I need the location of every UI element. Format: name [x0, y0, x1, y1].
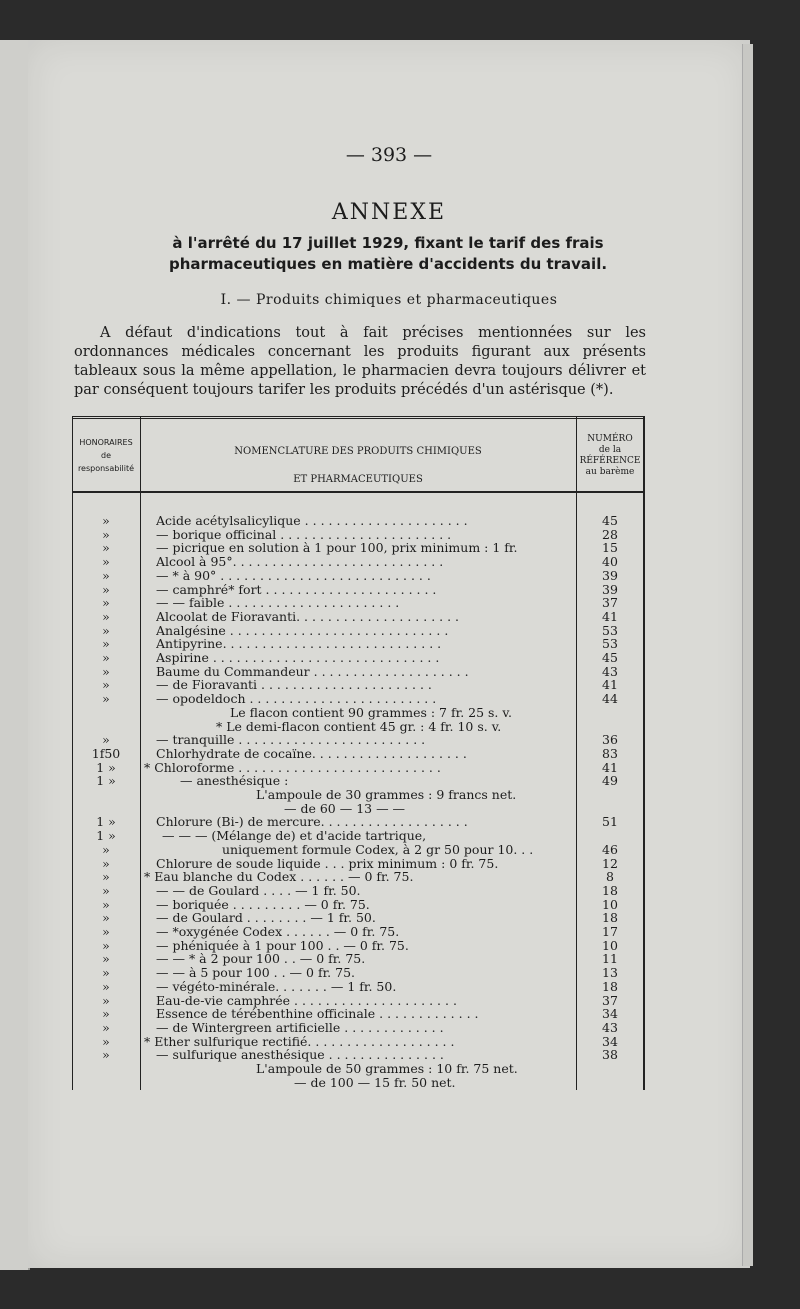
intro-paragraph: [74, 324, 646, 400]
reference-number-cell: 41: [602, 759, 618, 775]
nomenclature-cell: — — faible . . . . . . . . . . . . . . . . . . . . . .: [156, 596, 400, 611]
honoraires-cell: »: [102, 992, 110, 1008]
nomenclature-cell: — * à 90° . . . . . . . . . . . . . . . . . . . . . . . . . . .: [156, 568, 431, 583]
reference-number-cell: 41: [602, 677, 618, 693]
nomenclature-cell: L'ampoule de 50 grammes : 10 fr. 75 net.: [256, 1062, 518, 1076]
table-row: [72, 541, 644, 555]
reference-number-cell: 40: [602, 554, 618, 570]
header-text: au barème: [585, 467, 635, 477]
nomenclature-cell: Eau-de-vie camphrée . . . . . . . . . . . . . . . . . . . . .: [156, 993, 457, 1008]
honoraires-cell: »: [102, 1019, 110, 1035]
reference-number-cell: 43: [602, 1019, 618, 1035]
header-text: de: [101, 451, 111, 460]
table-top-rule: [72, 416, 644, 419]
honoraires-cell: »: [102, 841, 110, 857]
reference-number-cell: 34: [602, 1006, 618, 1022]
honoraires-cell: »: [102, 540, 110, 556]
table-row: [72, 815, 644, 829]
reference-number-cell: 8: [606, 869, 614, 885]
book-page: [28, 40, 750, 1268]
reference-number-cell: 83: [602, 745, 618, 761]
nomenclature-cell: — picrique en solution à 1 pour 100, prix minimum : 1 fr.: [156, 541, 518, 556]
honoraires-cell: »: [102, 636, 110, 652]
honoraires-cell: 1 »: [96, 828, 116, 844]
nomenclature-cell: Le flacon contient 90 grammes : 7 fr. 25 s. v.: [230, 705, 512, 720]
nomenclature-cell: Analgésine . . . . . . . . . . . . . . . . . . . . . . . . . . . .: [156, 623, 449, 638]
nomenclature-cell: — anesthésique :: [180, 774, 289, 789]
nomenclature-cell: Alcoolat de Fioravanti. . . . . . . . . . . . . . . . . . . . .: [156, 609, 460, 624]
table-row: [72, 596, 644, 610]
nomenclature-cell: — phéniquée à 1 pour 100 . . — 0 fr. 75.: [156, 938, 409, 953]
honoraires-cell: »: [102, 1006, 110, 1022]
table-row: [72, 610, 644, 624]
table-row: [72, 637, 644, 651]
table-row: [72, 555, 644, 569]
honoraires-cell: »: [102, 622, 110, 638]
nomenclature-cell: — de Goulard . . . . . . . . — 1 fr. 50.: [156, 911, 376, 926]
honoraires-cell: »: [102, 896, 110, 912]
table-row: [72, 1048, 644, 1062]
honoraires-cell: »: [102, 567, 110, 583]
facing-page-edge: [0, 40, 30, 1270]
nomenclature-cell: Baume du Commandeur . . . . . . . . . . . . . . . . . . . .: [156, 664, 469, 679]
nomenclature-cell: — *oxygénée Codex . . . . . . — 0 fr. 75.: [156, 925, 400, 939]
reference-number-cell: 41: [602, 608, 618, 624]
nomenclature-cell: — de Wintergreen artificielle . . . . . . . . . . . . .: [156, 1020, 444, 1035]
nomenclature-cell: Antipyrine. . . . . . . . . . . . . . . . . . . . . . . . . . . .: [156, 637, 442, 652]
nomenclature-cell: — boriquée . . . . . . . . . — 0 fr. 75.: [156, 897, 370, 912]
nomenclature-cell: — — * à 2 pour 100 . . — 0 fr. 75.: [156, 952, 366, 967]
nomenclature-cell: Chlorhydrate de cocaïne. . . . . . . . . . . . . . . . . . . .: [156, 746, 467, 761]
section-heading: I. — Produits chimiques et pharmaceutiques: [220, 292, 558, 308]
nomenclature-cell: * Le demi-flacon contient 45 gr. : 4 fr. 10 s. v.: [216, 719, 502, 734]
honoraires-cell: »: [102, 581, 110, 597]
table-row: [72, 1076, 644, 1090]
reference-number-cell: 45: [602, 650, 618, 665]
honoraires-cell: »: [102, 608, 110, 624]
honoraires-cell: 1 »: [96, 814, 116, 830]
nomenclature-cell: — végéto-minérale. . . . . . . — 1 fr. 50.: [156, 979, 397, 994]
reference-number-cell: 18: [602, 978, 618, 994]
reference-number-cell: 39: [602, 567, 618, 583]
table-row: [72, 843, 644, 857]
reference-number-cell: 34: [602, 1033, 618, 1049]
page-number: — 393 —: [345, 144, 433, 166]
reference-number-cell: 12: [602, 855, 618, 871]
page-subtitle: [88, 233, 688, 275]
reference-number-cell: 13: [602, 965, 618, 981]
honoraires-cell: »: [102, 882, 110, 898]
reference-number-cell: 37: [602, 595, 618, 611]
honoraires-cell: »: [102, 910, 110, 926]
table-row: [72, 1035, 644, 1049]
table-row: [72, 884, 644, 898]
honoraires-cell: 1 »: [96, 759, 116, 775]
page-edge: [742, 44, 753, 1266]
honoraires-cell: »: [102, 965, 110, 981]
header-text: NOMENCLATURE DES PRODUITS CHIMIQUES: [234, 446, 482, 457]
header-text: ET PHARMACEUTIQUES: [293, 474, 423, 485]
honoraires-cell: »: [102, 677, 110, 693]
table-row: [72, 774, 644, 788]
header-text: HONORAIRES: [79, 438, 133, 447]
table-row: [72, 898, 644, 912]
reference-number-cell: 51: [602, 814, 618, 830]
nomenclature-cell: — de 100 — 15 fr. 50 net.: [294, 1075, 456, 1090]
honoraires-cell: »: [102, 951, 110, 967]
table-row: [72, 870, 644, 884]
nomenclature-cell: Acide acétylsalicylique . . . . . . . . . . . . . . . . . . . . .: [156, 514, 468, 528]
honoraires-cell: »: [102, 663, 110, 679]
reference-number-cell: 39: [602, 581, 618, 597]
table-row: [72, 802, 644, 816]
table-row: [72, 747, 644, 761]
honoraires-cell: »: [102, 1033, 110, 1049]
header-text: RÉFÉRENCE: [579, 456, 641, 466]
table-row: [72, 733, 644, 747]
table-row: [72, 952, 644, 966]
table-row: [72, 720, 644, 734]
table-row: [72, 706, 644, 720]
table-row: [72, 692, 644, 706]
honoraires-cell: »: [102, 650, 110, 665]
reference-number-cell: 15: [602, 540, 618, 556]
nomenclature-cell: — — à 5 pour 100 . . — 0 fr. 75.: [156, 966, 356, 981]
table-row: [72, 911, 644, 925]
nomenclature-cell: * Eau blanche du Codex . . . . . . — 0 fr. 75.: [144, 870, 414, 885]
nomenclature-cell: — sulfurique anesthésique . . . . . . . . . . . . . . .: [156, 1048, 444, 1063]
reference-number-cell: 37: [602, 992, 618, 1008]
table-row: [72, 761, 644, 775]
nomenclature-cell: * Ether sulfurique rectifié. . . . . . . . . . . . . . . . . . .: [144, 1034, 455, 1049]
honoraires-cell: 1f50: [91, 745, 121, 761]
nomenclature-cell: — opodeldoch . . . . . . . . . . . . . . . . . . . . . . . .: [156, 692, 437, 707]
nomenclature-cell: — — de Goulard . . . . — 1 fr. 50.: [156, 883, 361, 898]
nomenclature-cell: uniquement formule Codex, à 2 gr 50 pour 10. . .: [222, 842, 534, 857]
honoraires-cell: »: [102, 924, 110, 939]
table-row: [72, 651, 644, 665]
reference-number-cell: 18: [602, 882, 618, 898]
honoraires-cell: »: [102, 869, 110, 885]
nomenclature-cell: L'ampoule de 30 grammes : 9 francs net.: [256, 788, 517, 802]
reference-number-cell: 17: [602, 924, 618, 939]
nomenclature-cell: — — — (Mélange de) et d'acide tartrique,: [162, 829, 427, 844]
table-row: [72, 857, 644, 871]
reference-number-cell: 53: [602, 622, 618, 638]
header-numero: [576, 434, 644, 478]
honoraires-cell: »: [102, 513, 110, 528]
nomenclature-cell: Chlorure (Bi-) de mercure. . . . . . . . . . . . . . . . . . .: [156, 815, 468, 830]
nomenclature-cell: — de 60 — 13 — —: [284, 801, 406, 816]
subtitle-line: à l'arrêté du 17 juillet 1929, fixant le tarif des frais: [172, 234, 604, 252]
nomenclature-cell: Chlorure de soude liquide . . . prix minimum : 0 fr. 75.: [156, 856, 499, 871]
header-text: NUMÉRO: [587, 434, 633, 444]
table-row: [72, 994, 644, 1008]
products-table: [72, 416, 644, 1090]
nomenclature-cell: — tranquille . . . . . . . . . . . . . . . . . . . . . . . .: [156, 733, 426, 748]
reference-number-cell: 46: [602, 841, 618, 857]
table-row: [72, 980, 644, 994]
reference-number-cell: 10: [602, 896, 618, 912]
table-row: [72, 1062, 644, 1076]
table-row: [72, 788, 644, 802]
reference-number-cell: 43: [602, 663, 618, 679]
honoraires-cell: »: [102, 855, 110, 871]
nomenclature-cell: Alcool à 95°. . . . . . . . . . . . . . . . . . . . . . . . . . .: [156, 555, 444, 570]
table-row: [72, 528, 644, 542]
reference-number-cell: 53: [602, 636, 618, 652]
page-title: ANNEXE: [331, 200, 447, 225]
table-row: [72, 583, 644, 597]
honoraires-cell: »: [102, 691, 110, 707]
header-nomenclature: [140, 438, 576, 494]
nomenclature-cell: — borique officinal . . . . . . . . . . . . . . . . . . . . . .: [156, 527, 452, 542]
header-text: responsabilité: [77, 464, 135, 473]
nomenclature-cell: — de Fioravanti . . . . . . . . . . . . . . . . . . . . . .: [156, 678, 432, 693]
nomenclature-cell: — camphré* fort . . . . . . . . . . . . . . . . . . . . . .: [156, 582, 437, 597]
honoraires-cell: 1 »: [96, 773, 116, 789]
table-row: [72, 665, 644, 679]
table-row: [72, 966, 644, 980]
honoraires-cell: »: [102, 732, 110, 748]
reference-number-cell: 49: [602, 773, 618, 789]
header-honoraires: [72, 436, 140, 475]
table-row: [72, 624, 644, 638]
reference-number-cell: 36: [602, 732, 618, 748]
reference-number-cell: 45: [602, 513, 618, 528]
reference-number-cell: 18: [602, 910, 618, 926]
reference-number-cell: 28: [602, 526, 618, 542]
nomenclature-cell: * Chloroforme . . . . . . . . . . . . . . . . . . . . . . . . . .: [144, 760, 441, 775]
nomenclature-cell: Essence de térébenthine officinale . . . . . . . . . . . . .: [156, 1007, 479, 1022]
table-row: [72, 1007, 644, 1021]
reference-number-cell: 11: [602, 951, 618, 967]
nomenclature-cell: Aspirine . . . . . . . . . . . . . . . . . . . . . . . . . . . . .: [156, 651, 440, 665]
header-text: de la: [598, 445, 622, 455]
honoraires-cell: »: [102, 526, 110, 542]
table-row: [72, 939, 644, 953]
honoraires-cell: »: [102, 595, 110, 611]
reference-number-cell: 10: [602, 937, 618, 953]
table-row: [72, 569, 644, 583]
reference-number-cell: 38: [602, 1047, 618, 1063]
table-row: [72, 1021, 644, 1035]
subtitle-line: pharmaceutiques en matière d'accidents du travail.: [168, 255, 608, 273]
honoraires-cell: »: [102, 554, 110, 570]
honoraires-cell: »: [102, 978, 110, 994]
honoraires-cell: »: [102, 1047, 110, 1063]
table-row: [72, 925, 644, 939]
table-row: [72, 514, 644, 528]
intro-text: A défaut d'indications tout à fait précises mentionnées sur les ordonnances médicales concernant les produits figurant aux présents tableaux sous la même appellation, le pharmacien devra toujours délivrer et par conséquent toujours tarifer les produits précédés d'un astérisque (*).: [74, 325, 646, 398]
honoraires-cell: »: [102, 937, 110, 953]
reference-number-cell: 44: [602, 691, 618, 707]
table-row: [72, 829, 644, 843]
table-row: [72, 678, 644, 692]
